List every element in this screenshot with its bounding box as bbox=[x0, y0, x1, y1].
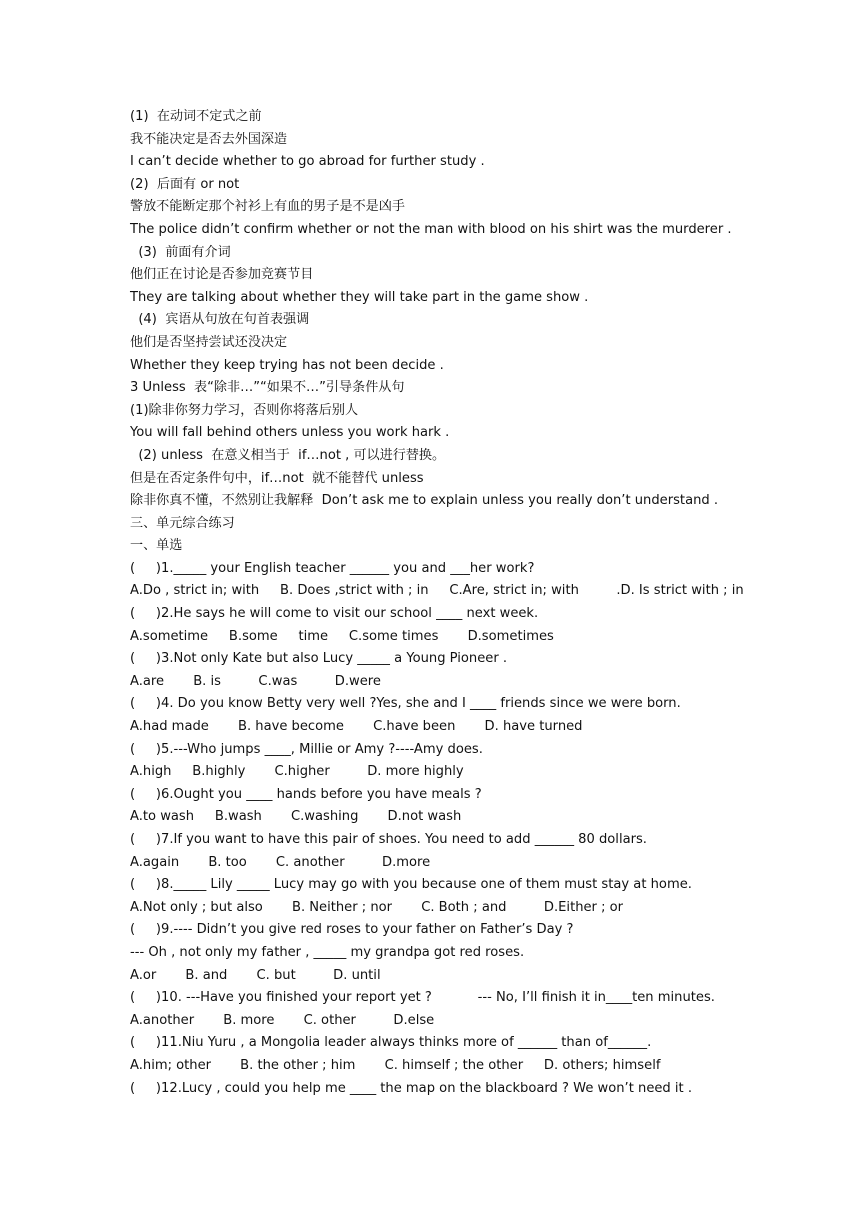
options-line: A.Not only ; but also B. Neither ; nor C. Both ; and D.Either ; or bbox=[130, 899, 624, 915]
text-line: 警放不能断定那个衬衫上有血的男子是不是凶手 bbox=[130, 199, 405, 215]
text-line: (2) unless 在意义相当于 if…not , 可以进行替换。 bbox=[130, 447, 446, 463]
question-line: ( )7.If you want to have this pair of shoes. You need to add ______ 80 dollars. bbox=[130, 832, 647, 847]
text-line: 我不能决定是否去外国深造 bbox=[130, 131, 288, 147]
text-line: (2) 后面有 or not bbox=[130, 176, 240, 192]
text-line: (4) 宾语从句放在句首表强调 bbox=[130, 312, 310, 328]
options-line: A.sometime B.some time C.some times D.sometimes bbox=[130, 628, 554, 644]
text-line: The police didn’t confirm whether or not the man with blood on his shirt was the murderer . bbox=[130, 221, 732, 237]
question-line: ( )5.---Who jumps ____, Millie or Amy ?----Amy does. bbox=[130, 741, 483, 757]
text-line: 除非你真不懂，不然别让我解释 Don’t ask me to explain unless you really don’t understand . bbox=[130, 493, 719, 509]
options-line: A.or B. and C. but D. until bbox=[130, 967, 381, 983]
text-line: 但是在否定条件句中，if…not 就不能替代 unless bbox=[130, 470, 424, 486]
text-line: (1) 在动词不定式之前 bbox=[130, 109, 262, 124]
question-line: ( )12.Lucy , could you help me ____ the map on the blackboard ? We won’t need it . bbox=[130, 1080, 692, 1096]
question-line: ( )8._____ Lily _____ Lucy may go with you because one of them must stay at home. bbox=[130, 877, 692, 893]
options-line: A.had made B. have become C.have been D. have turned bbox=[130, 719, 583, 735]
text-line: They are talking about whether they will take part in the game show . bbox=[130, 289, 589, 305]
text-line: (1)除非你努力学习，否则你将落后别人 bbox=[130, 402, 359, 418]
question-line: ( )6.Ought you ____ hands before you have meals ? bbox=[130, 786, 482, 802]
question-line: ( )4. Do you know Betty very well ?Yes, she and I ____ friends since we were born. bbox=[130, 696, 681, 712]
question-line: ( )1._____ your English teacher ______ you and ___her work? bbox=[130, 560, 535, 576]
question-line: ( )11.Niu Yuru , a Mongolia leader always thinks more of ______ than of______. bbox=[130, 1035, 652, 1051]
document-page bbox=[130, 106, 830, 1100]
text-line: (3) 前面有介词 bbox=[130, 244, 231, 260]
question-line: ( )3.Not only Kate but also Lucy _____ a Young Pioneer . bbox=[130, 651, 508, 667]
options-line: A.him; other B. the other ; him C. himself ; the other D. others; himself bbox=[130, 1057, 661, 1073]
question-line: ( )2.He says he will come to visit our school ____ next week. bbox=[130, 606, 539, 622]
text-line: 他们正在讨论是否参加竞赛节目 bbox=[130, 267, 314, 283]
text-line: I can’t decide whether to go abroad for further study . bbox=[130, 154, 485, 170]
options-line: A.again B. too C. another D.more bbox=[130, 854, 431, 870]
options-line: A.high B.highly C.higher D. more highly bbox=[130, 764, 464, 780]
section-heading: 三、单元综合练习 bbox=[130, 515, 235, 531]
options-line: A.Do , strict in; with B. Does ,strict with ; in C.Are, strict in; with .D. Is strict with ; in bbox=[130, 583, 744, 599]
section-heading: 3 Unless 表“除非…”“如果不…”引导条件从句 bbox=[130, 380, 405, 396]
text-line: You will fall behind others unless you work hark . bbox=[130, 425, 450, 441]
options-line: A.another B. more C. other D.else bbox=[130, 1012, 435, 1028]
question-line: ( )10. ---Have you finished your report yet ? --- No, I’ll finish it in____ten minutes. bbox=[130, 990, 715, 1006]
section-heading: 一、单选 bbox=[130, 538, 183, 554]
text-line: Whether they keep trying has not been decide . bbox=[130, 357, 444, 373]
question-line: ( )9.---- Didn’t you give red roses to your father on Father’s Day ? bbox=[130, 922, 574, 938]
options-line: A.to wash B.wash C.washing D.not wash bbox=[130, 809, 462, 825]
options-line: A.are B. is C.was D.were bbox=[130, 673, 381, 689]
question-line: --- Oh , not only my father , _____ my grandpa got red roses. bbox=[130, 944, 525, 960]
text-line: 他们是否坚持尝试还没决定 bbox=[130, 334, 288, 350]
